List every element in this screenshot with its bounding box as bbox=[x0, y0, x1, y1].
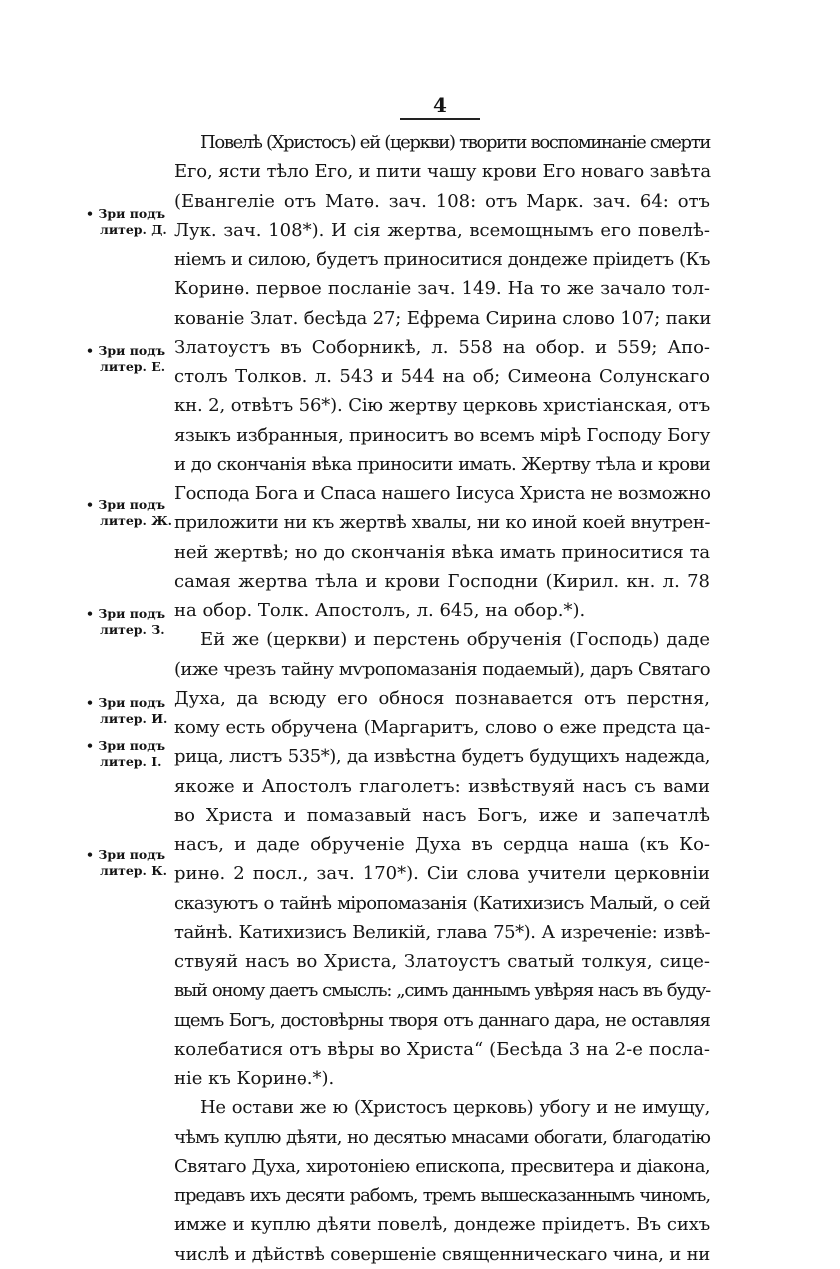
text-line: якоже и Апостолъ глаголетъ: извѣствуяй насъ съ вами bbox=[174, 775, 710, 797]
margin-note bbox=[86, 847, 174, 879]
text-line: ринѳ. 2 посл., зач. 170*). Сіи слова учители церковніи bbox=[174, 863, 710, 885]
text-line: кованіе Злат. бесѣда 27; Ефрема Сирина слово 107; паки bbox=[174, 307, 712, 329]
text-line: Святаго Духа, хиротоніею епископа, пресвитера и діакона, bbox=[174, 1155, 710, 1177]
margin-note-letter: литер. З. bbox=[100, 622, 165, 637]
text-line: насъ, и даде обрученіе Духа въ сердца наша (къ Ко- bbox=[174, 834, 710, 855]
text-line: (Евангеліе отъ Матѳ. зач. 108: отъ Марк. зач. 64: отъ bbox=[174, 190, 710, 212]
margin-note-ref: • Зри подъ bbox=[86, 738, 166, 753]
text-line: ніе къ Коринѳ.*). bbox=[174, 1068, 335, 1089]
text-line: чѣмъ куплю дѣяти, но десятью мнасами обогати, благодатію bbox=[174, 1126, 710, 1148]
margin-note bbox=[86, 206, 174, 238]
text-line: Не остави же ю (Христосъ церковь) убогу и не имущу, bbox=[200, 1097, 710, 1119]
text-line: Златоустъ въ Соборникѣ, л. 558 на обор. и 559; Апо- bbox=[174, 336, 710, 358]
text-line: Его, ясти тѣло Его, и пити чашу крови Его новаго завѣта bbox=[174, 161, 711, 183]
text-line: Духа, да всюду его обнося познавается отъ перстня, bbox=[174, 687, 710, 709]
text-line: числѣ и дѣйствѣ совершеніе священническаго чина, и ни bbox=[174, 1243, 710, 1265]
body-text bbox=[174, 128, 710, 1269]
text-line: рица, листъ 535*), да извѣстна будетъ будущихъ надежда, bbox=[174, 746, 710, 768]
page-number-rule bbox=[400, 118, 480, 120]
margin-note-ref: • Зри подъ bbox=[86, 206, 166, 221]
margin-note-ref: • Зри подъ bbox=[86, 847, 166, 862]
margin-note-ref: • Зри подъ bbox=[86, 497, 166, 512]
text-line: столъ Толков. л. 543 и 544 на об; Симеона Солунскаго bbox=[174, 366, 710, 387]
text-line: языкъ избранныя, приноситъ во всемъ мірѣ Господу Богу bbox=[174, 424, 710, 446]
margin-note-letter: литер. И. bbox=[100, 711, 168, 726]
margin-note-ref: • Зри подъ bbox=[86, 606, 166, 621]
margin-note-letter: литер. Е. bbox=[100, 359, 166, 374]
text-line: (иже чрезъ тайну мѵропомазанія подаемый), даръ Святаго bbox=[174, 658, 710, 680]
page-number: 4 bbox=[433, 93, 447, 117]
margin-note-ref: • Зри подъ bbox=[86, 695, 166, 710]
text-line: приложити ни къ жертвѣ хвалы, ни ко иной коей внутрен- bbox=[174, 512, 710, 534]
margin-note bbox=[86, 738, 174, 770]
text-line: Коринѳ. первое посланіе зач. 149. На то же зачало тол- bbox=[174, 278, 710, 300]
margin-note-ref: • Зри подъ bbox=[86, 343, 166, 358]
margin-note bbox=[86, 606, 174, 638]
margin-note bbox=[86, 497, 174, 529]
margin-note-letter: литер. К. bbox=[100, 863, 167, 878]
margin-note-letter: литер. І. bbox=[100, 754, 162, 769]
text-line: кн. 2, отвѣтъ 56*). Сію жертву церковь христіанская, отъ bbox=[174, 395, 710, 417]
text-line: ніемъ и силою, будетъ приноситися дондеже пріидетъ (Къ bbox=[174, 249, 710, 270]
text-line: и до скончанія вѣка приносити имать. Жертву тѣла и крови bbox=[174, 453, 710, 475]
text-line: кому есть обручена (Маргаритъ, слово о еже предста ца- bbox=[174, 717, 710, 738]
margin-note-letter: литер. Ж. bbox=[100, 513, 172, 528]
text-line: во Христа и помазавый насъ Богъ, иже и запечатлѣ bbox=[174, 804, 710, 826]
text-line: щемъ Богъ, достовѣрны творя отъ даннаго дара, не оставляя bbox=[174, 1009, 710, 1031]
text-line: ней жертвѣ; но до скончанія вѣка имать приноситися та bbox=[174, 541, 710, 563]
text-line: колебатися отъ вѣры во Христа“ (Бесѣда 3 на 2-е посла- bbox=[174, 1038, 710, 1060]
text-line: предавъ ихъ десяти рабомъ, тремъ вышесказаннымъ чиномъ, bbox=[174, 1185, 710, 1206]
text-line: самая жертва тѣла и крови Господни (Кирил. кн. л. 78 bbox=[174, 570, 710, 592]
text-line: Лук. зач. 108*). И сія жертва, всемощнымъ его повелѣ- bbox=[174, 219, 710, 241]
text-line: тайнѣ. Катихизисъ Великій, глава 75*). А изреченіе: извѣ- bbox=[174, 921, 710, 943]
margin-note bbox=[86, 695, 174, 727]
text-line: вый оному даетъ смыслъ: „симъ даннымъ увѣряя насъ въ буду- bbox=[174, 980, 710, 1002]
text-line: сказуютъ о тайнѣ міропомазанія (Катихизисъ Малый, о сей bbox=[174, 892, 710, 914]
text-line: на обор. Толк. Апостолъ, л. 645, на обор.*). bbox=[174, 600, 586, 621]
margin-note bbox=[86, 343, 174, 375]
text-line: Ей же (церкви) и перстень обрученія (Господь) даде bbox=[200, 629, 710, 651]
text-line: ствуяй насъ во Христа, Златоустъ сватый толкуя, сице- bbox=[174, 951, 710, 972]
margin-note-letter: литер. Д. bbox=[100, 222, 167, 237]
text-line: имже и куплю дѣяти повелѣ, дондеже пріидетъ. Въ сихъ bbox=[174, 1214, 710, 1236]
text-line: Господа Бога и Спаса нашего Іисуса Христа не возможно bbox=[174, 483, 711, 504]
text-line: Повелѣ (Христосъ) ей (церкви) творити воспоминаніе смерти bbox=[200, 132, 710, 153]
